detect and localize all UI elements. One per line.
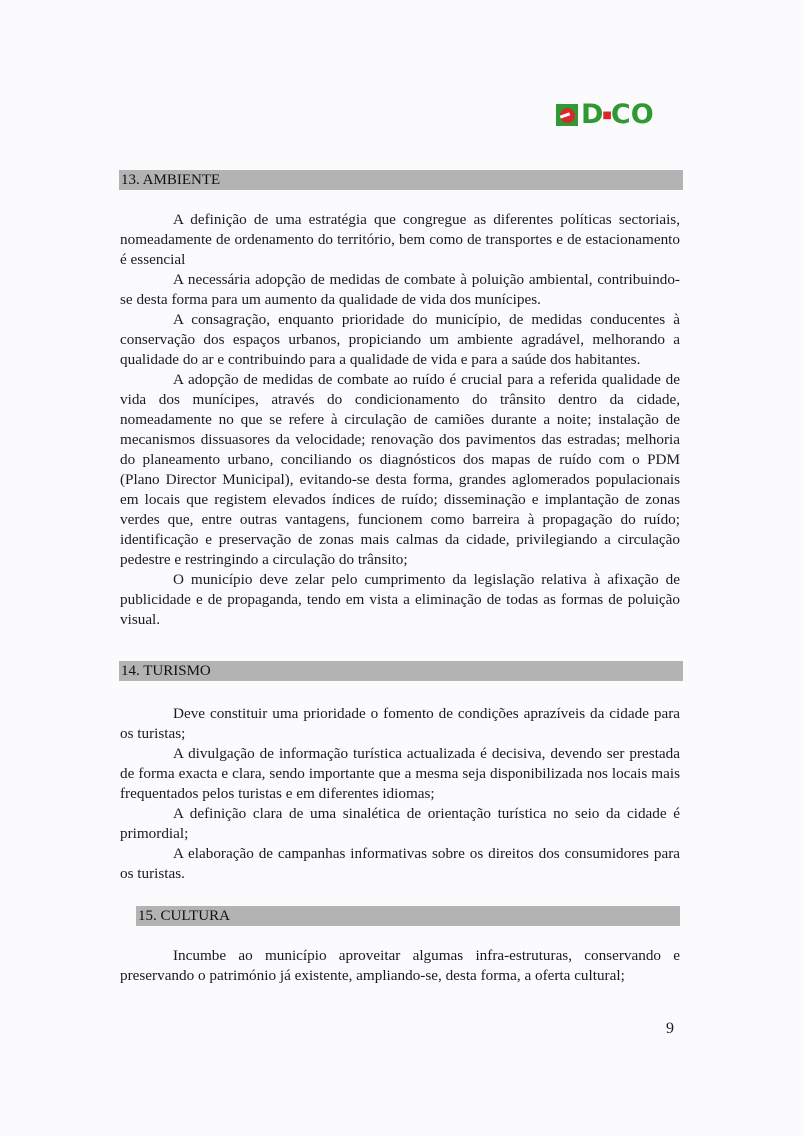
section-body-turismo: [120, 704, 680, 884]
page-number: 9: [666, 1020, 674, 1037]
paragraph: A divulgação de informação turística actualizada é decisiva, devendo ser prestada de forma exacta e clara, sendo importante que a mesma seja disponibilizada nos locais mais frequentados pelos turistas e em diferentes idiomas;: [120, 745, 680, 802]
deco-logo: [556, 99, 654, 130]
section-body-ambiente: [120, 210, 680, 630]
paragraph: A definição de uma estratégia que congregue as diferentes políticas sectoriais, nomeadamente de ordenamento do território, bem como de transportes e de estacionamento é essencial: [120, 211, 680, 268]
deco-logo-icon: [556, 104, 578, 126]
section-heading-ambiente: 13. AMBIENTE: [119, 170, 683, 190]
section-heading-turismo: 14. TURISMO: [119, 661, 683, 681]
section-heading-cultura: 15. CULTURA: [136, 906, 680, 926]
paragraph: A definição clara de uma sinalética de orientação turística no seio da cidade é primordial;: [120, 805, 680, 842]
paragraph: A necessária adopção de medidas de combate à poluição ambiental, contribuindo-se desta forma para um aumento da qualidade de vida dos munícipes.: [120, 271, 680, 308]
paragraph: A adopção de medidas de combate ao ruído é crucial para a referida qualidade de vida dos munícipes, através do condicionamento do trânsito dentro da cidade, nomeadamente no que se refere à circulação de camiões durante a noite; instalação de mecanismos dissuasores da velocidade; renovação dos pavimentos das estradas; melhoria do planeamento urbano, conciliando os diagnósticos dos mapas de ruído com o PDM (Plano Director Municipal), evitando-se desta forma, grandes aglomerados populacionais em locais que registem elevados índices de ruído; disseminação e implantação de zonas verdes que, entre outras vantagens, funcionem como barreira à propagação do ruído; identificação e preservação de zonas mais calmas da cidade, privilegiando a circulação pedestre e restringindo a circulação do trânsito;: [120, 371, 680, 568]
deco-logo-text: D■CO: [581, 99, 654, 130]
paragraph: Incumbe ao município aproveitar algumas infra-estruturas, conservando e preservando o património já existente, ampliando-se, desta forma, a oferta cultural;: [120, 947, 680, 984]
section-body-cultura: [120, 946, 680, 986]
paragraph: A elaboração de campanhas informativas sobre os direitos dos consumidores para os turistas.: [120, 845, 680, 882]
paragraph: Deve constituir uma prioridade o fomento de condições aprazíveis da cidade para os turistas;: [120, 705, 680, 742]
paragraph: A consagração, enquanto prioridade do município, de medidas conducentes à conservação dos espaços urbanos, propiciando um ambiente agradável, melhorando a qualidade do ar e contribuindo para a qualidade de vida e para a saúde dos habitantes.: [120, 311, 680, 368]
paragraph: O município deve zelar pelo cumprimento da legislação relativa à afixação de publicidade e de propaganda, tendo em vista a eliminação de todas as formas de poluição visual.: [120, 571, 680, 628]
